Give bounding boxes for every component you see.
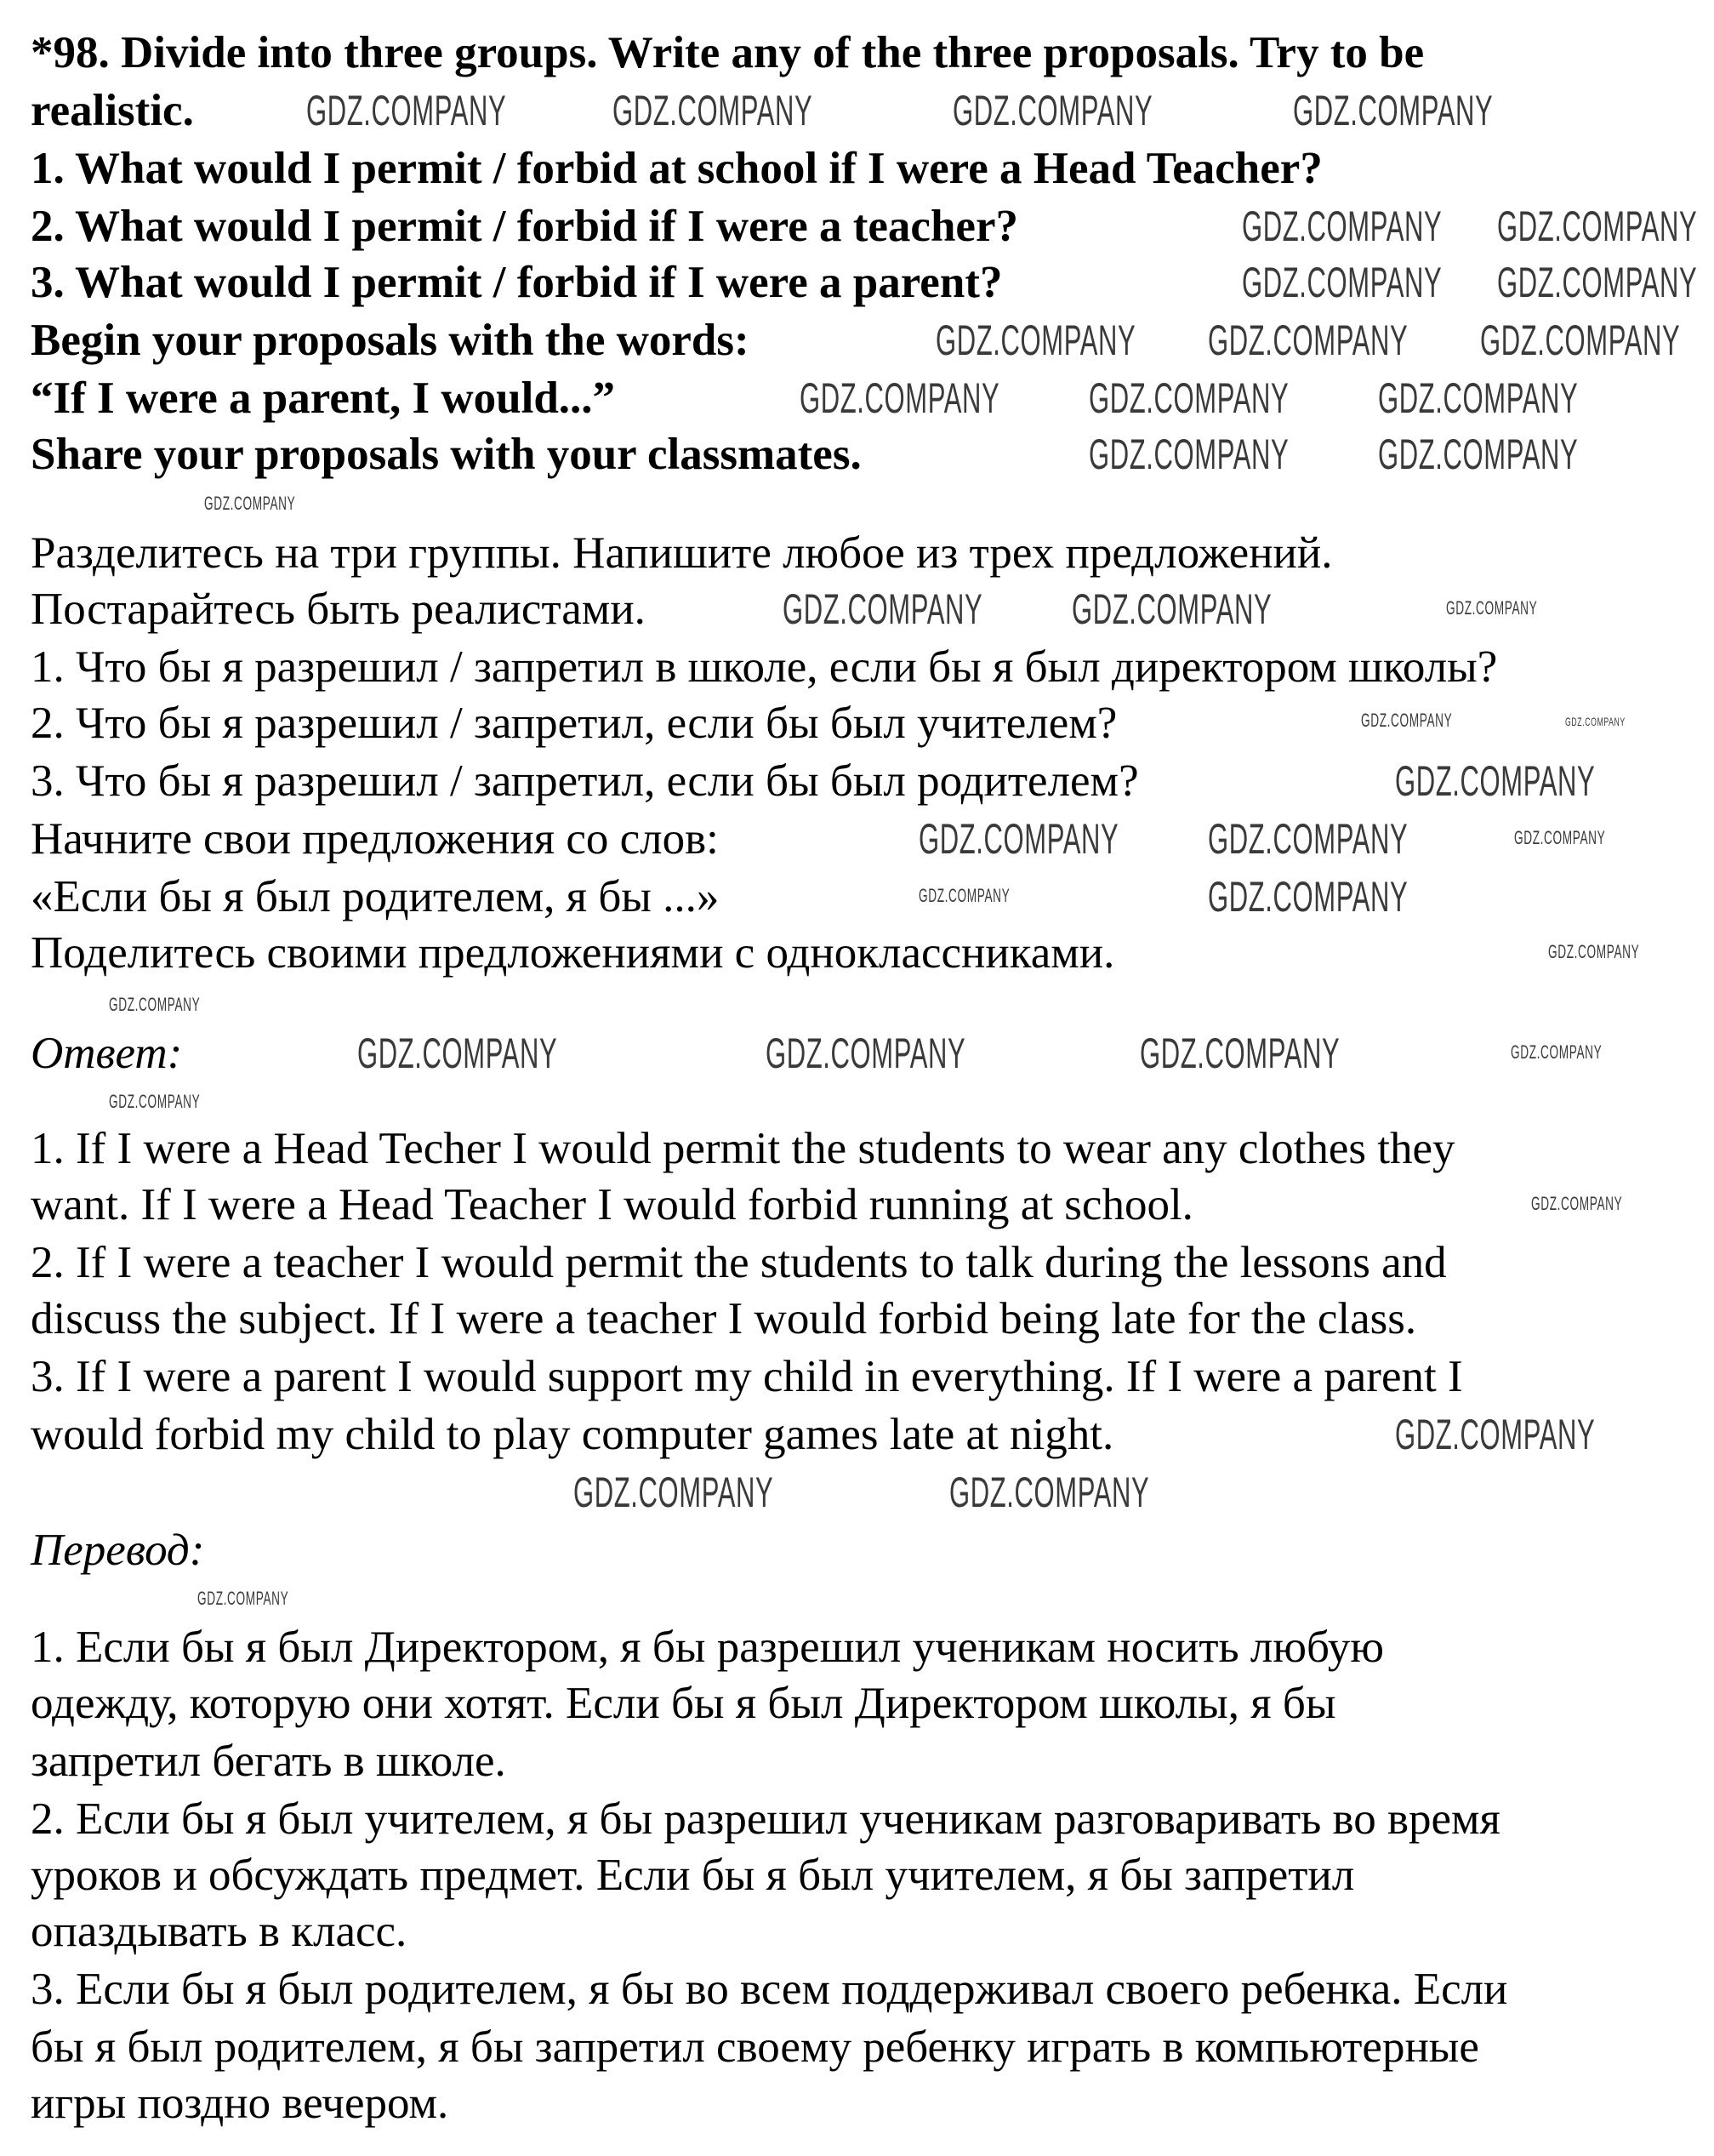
task-line: Share your proposals with your classmates. xyxy=(31,430,862,479)
task-line: Begin your proposals with the words: xyxy=(31,316,749,365)
watermark: GDZ.COMPANY xyxy=(1140,1030,1341,1077)
watermark: GDZ.COMPANY xyxy=(306,87,507,134)
watermark: GDZ.COMPANY xyxy=(1514,827,1606,848)
watermark: GDZ.COMPANY xyxy=(919,815,1119,863)
translation-line: одежду, которую они хотят. Если бы я был Директором школы, я бы xyxy=(31,1679,1336,1728)
watermark: GDZ.COMPANY xyxy=(1208,815,1409,863)
watermark: GDZ.COMPANY xyxy=(919,885,1011,906)
watermark: GDZ.COMPANY xyxy=(573,1469,774,1516)
watermark: GDZ.COMPANY xyxy=(1565,715,1626,728)
translation-line: 1. Если бы я был Директором, я бы разрешил ученикам носить любую xyxy=(31,1623,1384,1672)
translation-line: Постарайтесь быть реалистами. xyxy=(31,585,646,634)
answer-line: would forbid my child to play computer games late at night. xyxy=(31,1410,1114,1459)
translation-line: 1. Что бы я разрешил / запретил в школе, если бы я был директором школы? xyxy=(31,642,1498,692)
watermark: GDZ.COMPANY xyxy=(1395,757,1596,805)
translation-line: Разделитесь на три группы. Напишите любое из трех предложений. xyxy=(31,528,1333,578)
task-line: 3. What would I permit / forbid if I were a parent? xyxy=(31,258,1003,307)
task-line: “If I were a parent, I would...” xyxy=(31,374,616,423)
watermark: GDZ.COMPANY xyxy=(1208,317,1409,364)
translation-line: 2. Если бы я был учителем, я бы разрешил ученикам разговаривать во время xyxy=(31,1794,1500,1844)
answer-line: want. If I were a Head Teacher I would forbid running at school. xyxy=(31,1180,1193,1229)
answer-line: 2. If I were a teacher I would permit the students to talk during the lessons and xyxy=(31,1238,1447,1287)
watermark: GDZ.COMPANY xyxy=(109,1091,201,1112)
watermark: GDZ.COMPANY xyxy=(1089,374,1290,422)
watermark: GDZ.COMPANY xyxy=(1480,317,1681,364)
watermark: GDZ.COMPANY xyxy=(612,87,813,134)
translation-line: 2. Что бы я разрешил / запретил, если бы был учителем? xyxy=(31,699,1118,748)
watermark: GDZ.COMPANY xyxy=(766,1030,966,1077)
watermark: GDZ.COMPANY xyxy=(1531,1193,1623,1214)
watermark: GDZ.COMPANY xyxy=(1548,941,1640,962)
answer-line: 3. If I were a parent I would support my child in everything. If I were a parent I xyxy=(31,1352,1463,1401)
watermark: GDZ.COMPANY xyxy=(1378,431,1579,478)
watermark: GDZ.COMPANY xyxy=(953,87,1153,134)
task-line: *98. Divide into three groups. Write any of the three proposals. Try to be xyxy=(31,28,1425,77)
task-line: realistic. xyxy=(31,86,194,135)
translation-line: 3. Что бы я разрешил / запретил, если бы был родителем? xyxy=(31,756,1139,806)
watermark: GDZ.COMPANY xyxy=(109,994,201,1015)
watermark: GDZ.COMPANY xyxy=(1378,374,1579,422)
translation-line: «Если бы я был родителем, я бы ...» xyxy=(31,872,720,921)
watermark: GDZ.COMPANY xyxy=(357,1030,558,1077)
watermark: GDZ.COMPANY xyxy=(1072,585,1273,633)
task-line: 2. What would I permit / forbid if I were a teacher? xyxy=(31,202,1018,251)
watermark: GDZ.COMPANY xyxy=(1089,431,1290,478)
translation-line: запретил бегать в школе. xyxy=(31,1737,506,1786)
watermark: GDZ.COMPANY xyxy=(1497,202,1698,250)
watermark: GDZ.COMPANY xyxy=(1361,710,1453,731)
watermark: GDZ.COMPANY xyxy=(1242,202,1443,250)
task-line: 1. What would I permit / forbid at school if I were a Head Teacher? xyxy=(31,144,1323,193)
watermark: GDZ.COMPANY xyxy=(936,317,1136,364)
translation-line: бы я был родителем, я бы запретил своему ребенку играть в компьютерные xyxy=(31,2022,1479,2072)
translation-line: 3. Если бы я был родителем, я бы во всем поддерживал своего ребенка. Если xyxy=(31,1965,1508,2014)
translation-heading: Перевод: xyxy=(31,1526,205,1575)
answer-heading: Ответ: xyxy=(31,1029,183,1078)
watermark: GDZ.COMPANY xyxy=(197,1588,289,1609)
answer-line: discuss the subject. If I were a teacher I would forbid being late for the class. xyxy=(31,1294,1417,1343)
translation-line: игры поздно вечером. xyxy=(31,2079,449,2128)
watermark: GDZ.COMPANY xyxy=(1497,259,1698,306)
translation-line: уроков и обсуждать предмет. Если бы я был учителем, я бы запретил xyxy=(31,1851,1355,1900)
translation-line: Поделитесь своими предложениями с одноклассниками. xyxy=(31,928,1115,978)
translation-line: Начните свои предложения со слов: xyxy=(31,814,719,864)
watermark: GDZ.COMPANY xyxy=(1293,87,1494,134)
watermark: GDZ.COMPANY xyxy=(1395,1411,1596,1458)
watermark: GDZ.COMPANY xyxy=(949,1469,1150,1516)
watermark: GDZ.COMPANY xyxy=(1208,873,1409,921)
watermark: GDZ.COMPANY xyxy=(800,374,1000,422)
watermark: GDZ.COMPANY xyxy=(1242,259,1443,306)
watermark: GDZ.COMPANY xyxy=(1446,597,1538,619)
answer-line: 1. If I were a Head Techer I would permit the students to wear any clothes they xyxy=(31,1124,1455,1173)
watermark: GDZ.COMPANY xyxy=(204,493,296,514)
watermark: GDZ.COMPANY xyxy=(1511,1041,1603,1063)
translation-line: опаздывать в класс. xyxy=(31,1907,407,1956)
watermark: GDZ.COMPANY xyxy=(783,585,983,633)
